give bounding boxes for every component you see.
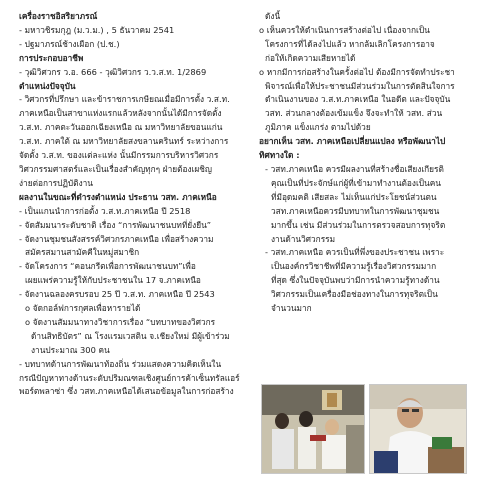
left-text-line: เผยแพร่ความรู้ให้กับประชาชนใน 17 จ.ภาคเหนือ	[25, 275, 201, 286]
left-text-line: ง่ายต่อการปฏิบัติงาน	[19, 177, 93, 188]
left-text-line: - จัดโครงการ “คอนกรีตเพื่อการพัฒนาชนบท”เพื่อ	[19, 261, 196, 272]
right-text-line: วิศวกรรมเป็นเครื่องมือช่องทางในการทุจริตเป็น	[271, 289, 438, 300]
left-text-line: - วุฒิวิศวกร ว.อ. 666 - วุฒิวิศวกร ว.ว.ส.ท. 1/2869	[19, 66, 207, 77]
left-text-line: - จัดงานฉลองครบรอบ 25 ปี ว.ส.ท. ภาคเหนือ ปี 2543	[19, 289, 215, 300]
right-text-line: ดังนี้	[265, 11, 281, 21]
right-text-line: วสท. ส่วนกลางต้องเข้มแข็ง จึงจะทำให้ วสท. ส่วน	[265, 108, 443, 119]
left-text-line: สมัครสมานสามัคคีในหมู่สมาชิก	[25, 247, 140, 258]
right-text-line: มากขึ้น เช่น มีส่วนร่วมในการตรวจสอบการทุจริต	[271, 219, 446, 230]
left-text-line: o จัดงานสัมมนาทางวิชาการเรื่อง “บทบาทของวิศวกร	[25, 316, 216, 327]
right-text-line: จำนวนมาก	[271, 303, 312, 314]
right-heading: ทิศทางใด :	[259, 150, 300, 161]
left-text-line: - เป็นแกนนำการก่อตั้ง ว.ส.ท.ภาคเหนือ ปี 2518	[19, 205, 191, 216]
left-column	[19, 10, 251, 399]
right-text-line: o หากมีการก่อสร้างในครั้งต่อไป ต้องมีการจัดทำประชา	[259, 66, 455, 77]
right-text-line: ดำเนินงานของ ว.ส.ท.ภาคเหนือ ในอดีต และปัจจุบัน	[265, 94, 451, 105]
right-text-line: งานด้านวิศวกรรม	[271, 233, 336, 244]
left-text-line: - มหาวชิรมกุฎ (ม.ว.ม.) , 5 ธันวาคม 2541	[19, 24, 175, 35]
right-heading: อยากเห็น วสท. ภาคเหนือเปลี่ยนแปลง หรือพัฒนาไป	[259, 136, 446, 147]
left-text-line: - บทบาทด้านการพัฒนาท้องถิ่น ร่วมแสดงความคิดเห็นใน	[19, 358, 222, 369]
left-heading: เครื่องราชอิสริยาภรณ์	[19, 11, 98, 21]
right-text-line: โครงการที่ได้ลงไปแล้ว หากล้มเลิกโครงการอาจ	[265, 38, 435, 49]
left-text-line: ด้านสิทธิบัตร” ณ โรงแรมเวสติน จ.เชียงใหม่ มีผู้เข้าร่วม	[31, 330, 230, 341]
right-text-line: ก่อให้เกิดความเสียหายได้	[265, 52, 356, 63]
photo-portrait	[369, 384, 467, 474]
right-column	[259, 10, 465, 316]
left-text-line: ว.ส.ท. ภาคตะวันออกเฉียงเหนือ ณ มหาวิทยาลัยขอนแก่น	[19, 122, 223, 133]
left-text-line: กรณีปัญหาทางด้านระดับปริมณฑลเชิงศูนย์การค้าเซ็นทรัลแอร์	[19, 372, 240, 383]
left-text-line: พอร์ตพลาซ่า ซึ่ง วสท.ภาคเหนือได้เสนอข้อมูลในการก่อสร้าง	[19, 386, 234, 397]
left-text-line: - ปฐมาภรณ์ช้างเผือก (ป.ช.)	[19, 38, 120, 49]
left-heading: ผลงานในขณะที่ดำรงตำแหน่ง ประธาน วสท. ภาคเหนือ	[19, 191, 217, 202]
right-text-line: คุณเป็นที่ประจักษ์แก่ผู้ที่เข้ามาทำงานต้องเป็นคน	[271, 177, 441, 188]
left-heading: ตำแหน่งปัจจุบัน	[19, 80, 76, 91]
right-text-line: พิจารณ์เพื่อให้ประชาชนมีส่วนร่วมในการตัดสินใจการ	[265, 80, 455, 91]
left-text-line: ภาคเหนือเป็นสาขาแห่งแรกแล้วหลังจากนั้นได้มีการจัดตั้ง	[19, 108, 222, 119]
right-text-line: ที่สุด ซึ่งในปัจจุบันพบว่ามีการนำความรู้ทางด้าน	[271, 275, 440, 286]
left-text-line: วิศวกรรมศาสตร์และเป็นเรื่องสำคัญทุกๆ ฝ่ายต้องเผชิญ	[19, 163, 212, 174]
right-text-line: - วสท.ภาคเหนือ ควรมีผลงานที่สร้างชื่อเสียงเกียรติ	[265, 163, 444, 174]
left-text-line: - วิศวกรที่ปรึกษา และข้าราชการเกษียณเมื่อมีการตั้ง ว.ส.ท.	[19, 94, 230, 105]
right-text-line: ภูมิภาค แข็งแกร่ง ตามไปด้วย	[265, 122, 371, 133]
photo-ceremony	[261, 384, 365, 474]
left-heading: การประกอบอาชีพ	[19, 52, 84, 63]
right-text-line: ที่มีอุดมคติ เสียสละ ไม่เห็นแก่ประโยชน์ส่วนตน	[271, 191, 437, 202]
left-text-line: ว.ส.ท. ภาคใต้ ณ มหาวิทยาลัยสงขลานครินทร์ ระหว่างการ	[19, 136, 229, 147]
right-text-line: o เห็นควรให้ดำเนินการสร้างต่อไป เนื่องจากเป็น	[259, 24, 430, 35]
left-text-line: o จัดกอล์ฟการกุศลเพื่อหารายได้	[25, 303, 141, 314]
left-text-line: งานประมาณ 300 คน	[31, 344, 110, 355]
right-text-line: วสท.ภาคเหนือควรมีบทบาทในการพัฒนาชุมชน	[271, 205, 440, 216]
left-text-line: - จัดงานชุมชนสังสรรค์วิศวกรภาคเหนือ เพื่อสร้างความ	[19, 233, 214, 244]
right-text-line: เป็นองค์กรวิชาชีพที่มีความรู้เรื่องวิศวกรรมมาก	[271, 261, 437, 272]
left-text-line: จัดตั้ง ว.ส.ท. ของแต่ละแห่ง นั้นมีกรรมการบริหารวิศวกร	[19, 150, 219, 161]
left-text-line: - จัดสัมมนาระดับชาติ เรื่อง “การพัฒนาชนบทที่ยั่งยืน”	[19, 219, 212, 230]
right-text-line: - วสท.ภาคเหนือ ควรเป็นที่พึ่งของประชาชน เพราะ	[265, 247, 445, 258]
